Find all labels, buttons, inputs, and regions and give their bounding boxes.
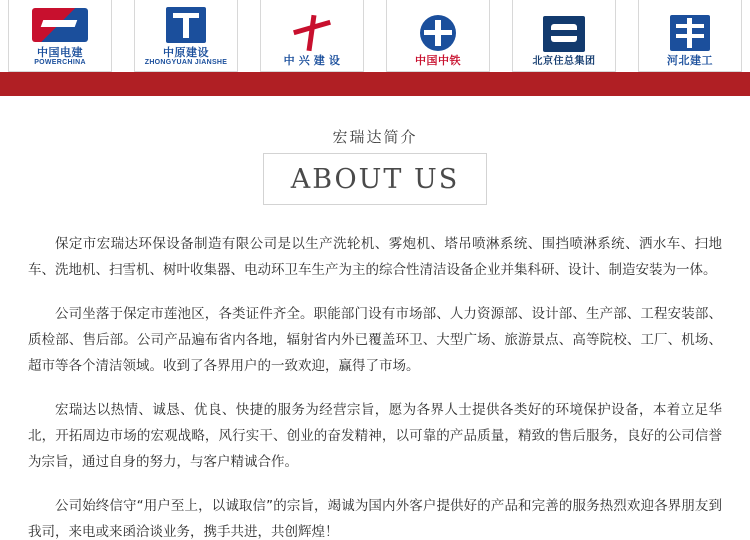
about-title-en-frame [263, 153, 487, 205]
about-paragraph: 公司始终信守“用户至上，以诚取信”的宗旨，竭诚为国内外客户提供好的产品和完善的服务热烈欢迎各界朋友到我司，来电或来函洽谈业务，携手共进，共创辉煌！ [28, 498, 722, 540]
about-section [0, 126, 750, 540]
partner-logo-label: 中国中铁 [415, 54, 461, 67]
red-divider-band [0, 72, 750, 96]
partner-logo-bucc[interactable] [512, 0, 616, 72]
partner-logo-powerchina[interactable] [8, 0, 112, 72]
bucc-logo-icon [513, 12, 615, 56]
partner-logo-zhongyuan-jianshe[interactable] [134, 0, 238, 72]
about-paragraph: 宏瑞达以热情、诚恳、优良、快捷的服务为经营宗旨，愿为各界人士提供各类好的环境保护设备，本着立足华北，开拓周边市场的宏观战略，风行实干、创业的奋发精神，以可靠的产品质量，精致的售后服务，良好的公司信誉为宗旨，通过自身的努力，与客户精诚合作。 [28, 402, 722, 470]
partner-logo-label: 中国电建 [37, 47, 83, 60]
zhongyuan-logo-icon [135, 3, 237, 47]
partner-logo-zhongxing-jianshe[interactable] [260, 0, 364, 72]
zhongtie-logo-icon [387, 11, 489, 55]
partner-logo-label: 中原建设 [163, 47, 209, 60]
about-heading-group [24, 126, 726, 205]
partner-logo-strip [0, 0, 750, 72]
partner-logo-label: 河北建工 [667, 54, 713, 67]
about-paragraph: 保定市宏瑞达环保设备制造有限公司是以生产洗轮机、雾炮机、塔吊喷淋系统、围挡喷淋系统、洒水车、扫地车、洗地机、扫雪机、树叶收集器、电动环卫车生产为主的综合性清洁设备企业并集科研、设计、制造安装为一体。 [28, 236, 722, 278]
partner-logo-sublabel: ZHONGYUAN JIANSHE [144, 59, 228, 67]
partner-logo-label: 北京住总集团 [532, 56, 596, 67]
powerchina-logo-icon [9, 3, 111, 47]
partner-logo-label: 中 兴 建 设 [283, 54, 341, 67]
partner-logo-sublabel: POWERCHINA [34, 59, 86, 67]
about-paragraph: 公司坐落于保定市莲池区，各类证件齐全。职能部门设有市场部、人力资源部、设计部、生产部、工程安装部、质检部、售后部。公司产品遍布省内各地，辐射省内外已覆盖环卫、大型广场、旅游景点、高等院校、工厂、机场、超市等各个清洁领域。收到了各界用户的一致欢迎，赢得了市场。 [28, 306, 722, 374]
partner-logo-hebei-jiangong[interactable] [638, 0, 742, 72]
about-title-cn: 宏瑞达简介 [332, 128, 418, 146]
about-title-en: ABOUT US [290, 163, 460, 195]
partner-logo-zhongguo-zhongtie[interactable] [386, 0, 490, 72]
hebei-jiangong-logo-icon [639, 11, 741, 55]
about-body [24, 231, 726, 540]
zhongxing-logo-icon [261, 11, 363, 55]
